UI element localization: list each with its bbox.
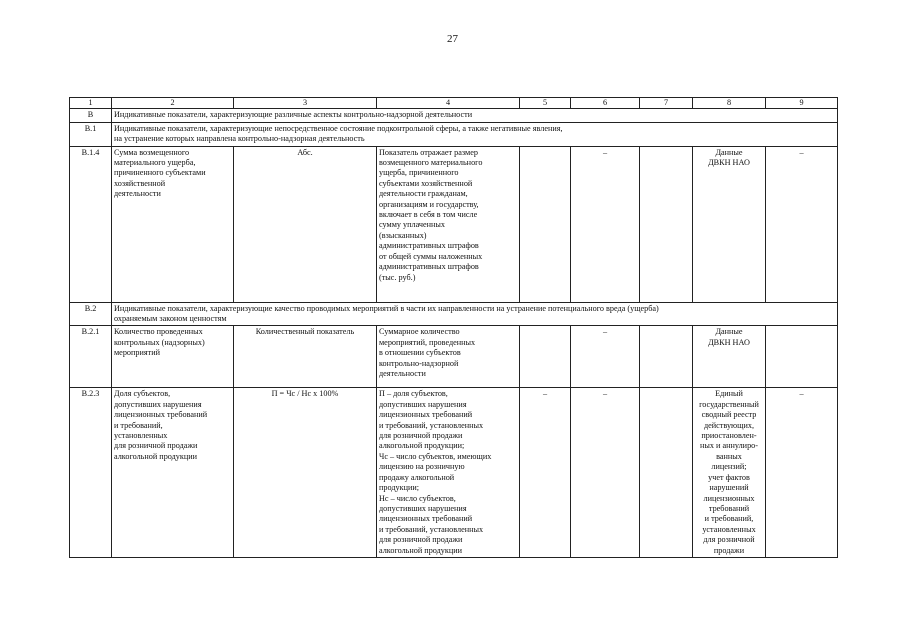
indicator-formula: Количественный показатель — [234, 326, 377, 388]
cell-col6: – — [571, 326, 640, 388]
header-cell: 3 — [234, 98, 377, 109]
indicator-comment: Суммарное количество мероприятий, проведенных в отношении субъектов контрольно-надзорной деятельности — [377, 326, 520, 388]
indicator-formula: П = Чс / Нс х 100% — [234, 388, 377, 558]
header-cell: 8 — [693, 98, 766, 109]
section-code: В.2 — [70, 302, 112, 326]
header-cell: 2 — [112, 98, 234, 109]
header-cell: 6 — [571, 98, 640, 109]
table-row-b23 — [70, 388, 838, 558]
row-code: В.1.4 — [70, 146, 112, 302]
cell-col7 — [640, 326, 693, 388]
section-row-b — [70, 109, 838, 122]
indicators-table — [69, 97, 838, 558]
indicator-name: Сумма возмещенного материального ущерба, причиненного субъектами хозяйственной деятельности — [112, 146, 234, 302]
section-code: В — [70, 109, 112, 122]
indicator-comment: П – доля субъектов, допустивших нарушения лицензионных требований и требований, установленных для розничной продажи алкогольной продукции; Чс – число субъектов, имеющих лицензию на розничную продажу алкогольной продукции; Нс – число субъектов, допустивших нарушения лицензионных требований и требований, установленных для розничной продажи алкогольной продукции — [377, 388, 520, 558]
indicator-formula: Абс. — [234, 146, 377, 302]
table-header-row — [70, 98, 838, 109]
header-cell: 7 — [640, 98, 693, 109]
header-cell: 4 — [377, 98, 520, 109]
page-number: 27 — [447, 33, 458, 45]
indicator-name: Количество проведенных контрольных (надзорных) мероприятий — [112, 326, 234, 388]
table-row-b14 — [70, 146, 838, 302]
cell-col5 — [520, 326, 571, 388]
cell-col9 — [766, 326, 838, 388]
cell-col9: – — [766, 146, 838, 302]
header-cell: 9 — [766, 98, 838, 109]
section-code: В.1 — [70, 122, 112, 146]
row-code: В.2.1 — [70, 326, 112, 388]
section-title: Индикативные показатели, характеризующие качество проводимых мероприятий в части их направленности на устранение потенциального вреда (ущерба) охраняемым законом ценностям — [112, 302, 838, 326]
section-title: Индикативные показатели, характеризующие различные аспекты контрольно-надзорной деятельности — [112, 109, 838, 122]
row-code: В.2.3 — [70, 388, 112, 558]
header-cell: 5 — [520, 98, 571, 109]
cell-col9: – — [766, 388, 838, 558]
indicator-name: Доля субъектов, допустивших нарушения лицензионных требований и требований, установленных для розничной продажи алкогольной продукции — [112, 388, 234, 558]
table-row-b21 — [70, 326, 838, 388]
cell-col5 — [520, 146, 571, 302]
data-source: Единый государственный сводный реестр действующих, приостановлен- ных и аннулиро- ванных лицензий; учет фактов нарушений лицензионных требований и требований, установленных для розничной продажи — [693, 388, 766, 558]
data-source: Данные ДВКН НАО — [693, 326, 766, 388]
section-row-b1 — [70, 122, 838, 146]
cell-col5: – — [520, 388, 571, 558]
data-source: Данные ДВКН НАО — [693, 146, 766, 302]
section-row-b2 — [70, 302, 838, 326]
header-cell: 1 — [70, 98, 112, 109]
section-title: Индикативные показатели, характеризующие непосредственное состояние подконтрольной сферы, а также негативные явления, на устранение которых направлена контрольно-надзорная деятельность — [112, 122, 838, 146]
indicator-comment: Показатель отражает размер возмещенного материального ущерба, причиненного субъектами хозяйственной деятельности гражданам, организациям и государству, включает в себя в том числе сумму уплаченных (взысканных) административных штрафов от общей суммы наложенных административных штрафов (тыс. руб.) — [377, 146, 520, 302]
cell-col7 — [640, 146, 693, 302]
cell-col6: – — [571, 388, 640, 558]
cell-col7 — [640, 388, 693, 558]
cell-col6: – — [571, 146, 640, 302]
